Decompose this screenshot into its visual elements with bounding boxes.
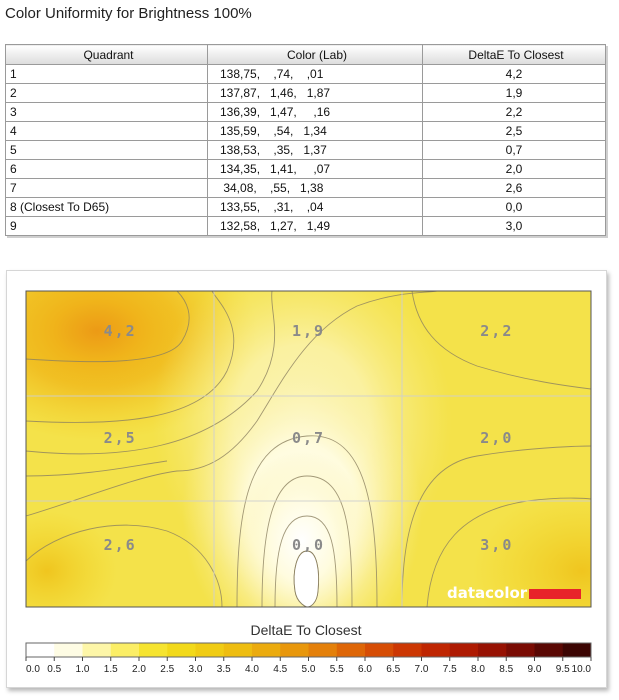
scale-tick-label: 3.0 (188, 664, 203, 675)
scale-segment (563, 643, 592, 657)
scale-segment (450, 643, 479, 657)
scale-tick-label: 5.5 (329, 664, 344, 675)
color-lab-cell: 136,39, 1,47, ,16 (208, 103, 423, 122)
quadrant-cell: 7 (6, 179, 208, 198)
quadrant-label-6: 2,0 (480, 429, 514, 447)
scale-tick-label: 7.0 (414, 664, 429, 675)
scale-tick-label: 2.5 (160, 664, 175, 675)
scale-segment (111, 643, 140, 657)
deltae-cell: 2,0 (423, 160, 606, 179)
deltae-cell: 2,2 (423, 103, 606, 122)
scale-tick-label: 0.5 (47, 664, 62, 675)
quadrant-cell: 4 (6, 122, 208, 141)
color-lab-cell: 132,58, 1,27, 1,49 (208, 217, 423, 236)
color-scale-ticks (26, 657, 591, 675)
table-row (6, 179, 606, 198)
quadrant-label-8: 0,0 (291, 536, 326, 554)
quadrant-label-9: 3,0 (480, 536, 514, 554)
color-lab-cell: 34,08, ,55, 1,38 (208, 179, 423, 198)
scale-title: DeltaE To Closest (250, 622, 362, 638)
header-deltae: DeltaE To Closest (423, 45, 606, 65)
scale-segment (478, 643, 507, 657)
quadrant-cell: 2 (6, 84, 208, 103)
deltae-cell: 1,9 (423, 84, 606, 103)
color-lab-cell: 133,55, ,31, ,04 (208, 198, 423, 217)
color-scale-bar (26, 643, 592, 657)
scale-segment (196, 643, 225, 657)
quadrant-cell: 9 (6, 217, 208, 236)
scale-tick-label: 8.0 (471, 664, 485, 675)
quadrant-label-5: 0,7 (291, 429, 326, 447)
deltae-cell: 2,6 (423, 179, 606, 198)
uniformity-table (5, 44, 606, 236)
quadrant-cell: 3 (6, 103, 208, 122)
scale-tick-label: 0.0 (26, 664, 40, 675)
logo-text: datacolor (447, 584, 528, 602)
scale-segment (365, 643, 394, 657)
scale-tick-label: 10.0 (571, 664, 591, 675)
header-quadrant: Quadrant (6, 45, 208, 65)
color-lab-cell: 135,59, ,54, 1,34 (208, 122, 423, 141)
quadrant-label-7: 2,6 (103, 536, 137, 554)
scale-segment (26, 643, 55, 657)
scale-segment (167, 643, 196, 657)
scale-tick-label: 9.5 (555, 664, 570, 675)
table-row (6, 198, 606, 217)
table-row (6, 141, 606, 160)
scale-segment (252, 643, 281, 657)
scale-tick-label: 1.0 (75, 664, 90, 675)
table-row (6, 160, 606, 179)
scale-segment (280, 643, 309, 657)
color-lab-cell: 138,53, ,35, 1,37 (208, 141, 423, 160)
quadrant-cell: 6 (6, 160, 208, 179)
table-body (6, 65, 606, 236)
quadrant-label-4: 2,5 (103, 429, 137, 447)
scale-segment (506, 643, 535, 657)
quadrant-cell: 1 (6, 65, 208, 84)
scale-tick-label: 3.5 (216, 664, 231, 675)
table-row (6, 65, 606, 84)
uniformity-heatmap (7, 271, 606, 687)
color-lab-cell: 134,35, 1,41, ,07 (208, 160, 423, 179)
scale-tick-label: 6.5 (386, 664, 401, 675)
header-color-lab: Color (Lab) (208, 45, 423, 65)
scale-tick-label: 5.0 (301, 664, 316, 675)
scale-tick-label: 7.5 (442, 664, 457, 675)
deltae-cell: 3,0 (423, 217, 606, 236)
center-min-contour (294, 551, 318, 607)
scale-tick-label: 1.5 (103, 664, 118, 675)
color-lab-cell: 137,87, 1,46, 1,87 (208, 84, 423, 103)
deltae-cell: 2,5 (423, 122, 606, 141)
scale-segment (337, 643, 366, 657)
table-row (6, 217, 606, 236)
scale-tick-label: 8.5 (499, 664, 514, 675)
scale-segment (393, 643, 422, 657)
deltae-cell: 0,0 (423, 198, 606, 217)
scale-segment (139, 643, 168, 657)
deltae-cell: 0,7 (423, 141, 606, 160)
quadrant-label-2: 1,9 (291, 322, 326, 340)
scale-segment (535, 643, 564, 657)
quadrant-label-3: 2,2 (480, 322, 514, 340)
table-header-row (6, 45, 606, 65)
table-row (6, 84, 606, 103)
table-row (6, 122, 606, 141)
scale-tick-label: 9.0 (527, 664, 542, 675)
quadrant-cell: 8 (Closest To D65) (6, 198, 208, 217)
uniformity-chart-panel (6, 270, 607, 688)
scale-segment (54, 643, 83, 657)
scale-segment (83, 643, 112, 657)
color-lab-cell: 138,75, ,74, ,01 (208, 65, 423, 84)
deltae-cell: 4,2 (423, 65, 606, 84)
quadrant-cell: 5 (6, 141, 208, 160)
quadrant-label-1: 4,2 (103, 322, 137, 340)
scale-tick-label: 4.0 (245, 664, 259, 675)
scale-tick-label: 6.0 (358, 664, 372, 675)
scale-tick-label: 2.0 (132, 664, 146, 675)
table-row (6, 103, 606, 122)
logo-bar (529, 589, 581, 599)
scale-segment (422, 643, 451, 657)
scale-segment (224, 643, 253, 657)
scale-tick-label: 4.5 (273, 664, 288, 675)
page-title: Color Uniformity for Brightness 100% (5, 5, 252, 22)
scale-segment (309, 643, 338, 657)
